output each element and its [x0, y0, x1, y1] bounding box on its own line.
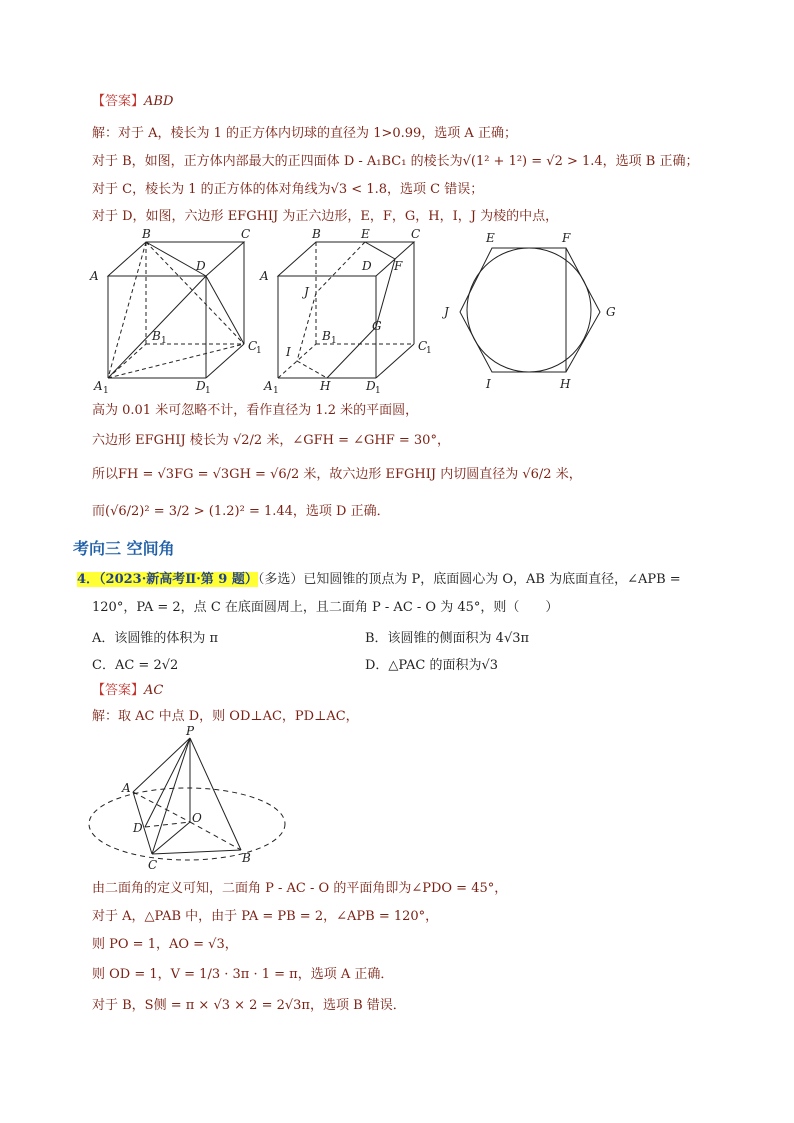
label-A: A	[90, 269, 99, 283]
question-4-line-2: 120°，PA = 2，点 C 在底面圆周上，且二面角 P - AC - O 为 45°，则（ ）	[92, 600, 559, 615]
label-I: I	[286, 345, 291, 359]
solution-line-2: 解：对于 A，棱长为 1 的正方体内切球的直径为 1>0.99，选项 A 正确；	[92, 126, 517, 141]
q4-solution-2: 由二面角的定义可知，二面角 P - AC - O 的平面角即为∠PDO = 45°，	[92, 881, 508, 896]
q4-solution-4: 则 PO = 1，AO = √3，	[92, 937, 238, 952]
answer-line-1	[92, 93, 173, 111]
label-B1-sub: 1	[331, 336, 337, 346]
label-D: D	[196, 259, 206, 273]
label-G: G	[606, 305, 616, 319]
hexagon-figure	[438, 228, 628, 393]
answer-mark-q4: 【答案】	[92, 683, 145, 698]
label-A1-sub: 1	[273, 386, 279, 396]
q4-solution-6: 对于 B，S侧 = π × √3 × 2 = 2√3π，选项 B 错误．	[92, 998, 406, 1013]
label-D: D	[133, 821, 143, 835]
label-C1-sub: 1	[426, 346, 432, 356]
label-G: G	[372, 319, 382, 333]
answer-line-q4	[92, 682, 163, 700]
label-C1: C	[248, 339, 258, 353]
label-D1-sub: 1	[205, 386, 211, 396]
answer-value: ABD	[144, 94, 174, 109]
label-C: C	[148, 858, 158, 872]
solution-line-3: 对于 B，如图，正方体内部最大的正四面体 D - A₁BC₁ 的棱长为√(1² + 1²) = √2 > 1.4，选项 B 正确；	[92, 154, 699, 169]
label-B1: B	[322, 329, 331, 343]
cone-figure	[86, 724, 296, 876]
q4-solution-3: 对于 A，△PAB 中，由于 PA = PB = 2，∠APB = 120°，	[92, 909, 439, 924]
solution-line-8: 所以FH = √3FG = √3GH = √6/2 米，故六边形 EFGHIJ 内切圆直径为 √6/2 米，	[92, 467, 582, 482]
label-E: E	[361, 227, 370, 241]
label-C: C	[241, 227, 251, 241]
option-a: A．该圆锥的体积为 π	[92, 631, 219, 646]
cube-figure-2	[256, 227, 436, 396]
q4-solution-1: 解：取 AC 中点 D，则 OD⊥AC，PD⊥AC，	[92, 709, 359, 724]
option-c: C．AC = 2√2	[92, 658, 179, 673]
label-H: H	[320, 379, 331, 393]
question-source-tag: 4．（2023·新高考Ⅱ·第 9 题）	[77, 572, 258, 587]
label-B1: B	[152, 329, 161, 343]
answer-value-q4: AC	[144, 683, 164, 698]
label-B: B	[312, 227, 321, 241]
question-4-line-1	[77, 571, 681, 589]
cube-figure-1	[86, 227, 266, 396]
label-D: D	[362, 259, 372, 273]
label-A1: A	[94, 379, 103, 393]
label-D1-sub: 1	[375, 386, 381, 396]
label-A1-sub: 1	[103, 386, 109, 396]
label-J: J	[304, 285, 309, 299]
label-F: F	[394, 259, 403, 273]
label-F: F	[562, 231, 571, 245]
label-J: J	[444, 305, 449, 319]
option-d: D．△PAC 的面积为√3	[365, 658, 498, 673]
label-D1: D	[366, 379, 376, 393]
label-D1: D	[196, 379, 206, 393]
label-A1: A	[264, 379, 273, 393]
label-B1-sub: 1	[161, 336, 167, 346]
option-b: B．该圆锥的侧面积为 4√3π	[365, 631, 530, 646]
label-A: A	[122, 781, 131, 795]
solution-line-4: 对于 C，棱长为 1 的正方体的体对角线为√3 < 1.8，选项 C 错误；	[92, 182, 484, 197]
label-I: I	[486, 377, 491, 391]
solution-line-6: 高为 0.01 米可忽略不计，看作直径为 1.2 米的平面圆，	[92, 403, 419, 418]
solution-line-5: 对于 D，如图，六边形 EFGHIJ 为正六边形，E，F，G，H，I，J 为棱的中点，	[92, 209, 559, 224]
question-text-1: （多选）已知圆锥的顶点为 P，底面圆心为 O，AB 为底面直径，∠APB =	[257, 572, 681, 587]
q4-solution-5: 则 OD = 1，V = 1/3 · 3π · 1 = π，选项 A 正确．	[92, 967, 394, 982]
label-B: B	[142, 227, 151, 241]
label-C: C	[411, 227, 421, 241]
label-C1: C	[418, 339, 428, 353]
label-C1-sub: 1	[256, 346, 262, 356]
answer-mark: 【答案】	[92, 94, 145, 109]
section-heading: 考向三 空间角	[73, 539, 175, 558]
label-H: H	[560, 377, 571, 391]
label-O: O	[192, 811, 202, 825]
label-E: E	[486, 231, 495, 245]
label-A: A	[260, 269, 269, 283]
solution-line-9: 而(√6/2)² = 3/2 > (1.2)² = 1.44，选项 D 正确．	[92, 504, 390, 519]
label-B: B	[242, 851, 251, 865]
label-P: P	[186, 724, 195, 738]
solution-line-7: 六边形 EFGHIJ 棱长为 √2/2 米，∠GFH = ∠GHF = 30°，	[92, 433, 450, 448]
